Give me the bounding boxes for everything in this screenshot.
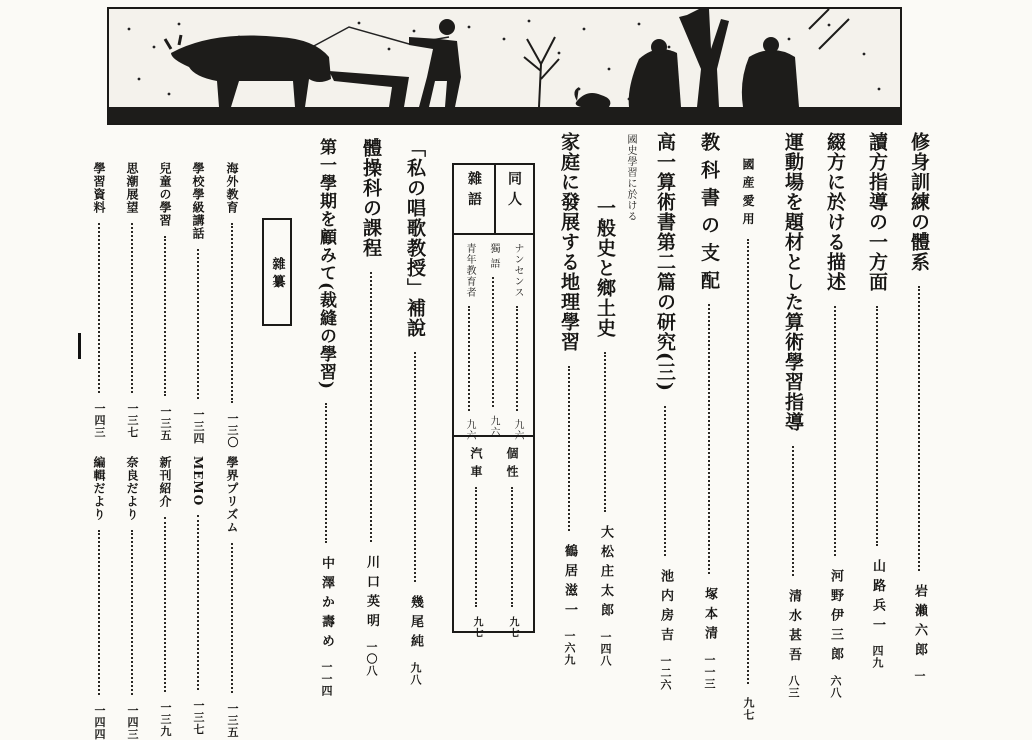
misc-item-page: 一四三: [93, 402, 106, 439]
misc-item[interactable]: [124, 456, 141, 740]
entry-author: 塚 本 清: [702, 587, 717, 641]
entry-title: 體操科の課程: [360, 138, 382, 258]
toc-entry[interactable]: [358, 138, 385, 718]
entry-title: 讀方指導の一方面: [866, 132, 888, 292]
leader-dots: [918, 286, 920, 571]
box-item[interactable]: [468, 447, 485, 639]
misc-item-title: MEMO: [191, 456, 205, 507]
leader-dots: [568, 366, 570, 531]
toc-entry[interactable]: [652, 132, 679, 717]
misc-item[interactable]: [190, 162, 207, 445]
entry-title: 教 科 書 の 支 配: [698, 132, 720, 291]
leader-dots: [197, 515, 199, 690]
entry-title: 修身訓練の體系: [908, 132, 930, 272]
entry-title: 一般史と鄉土史: [594, 198, 616, 338]
leader-dots: [664, 406, 666, 556]
entry-author: 河 野 伊 三 郎: [828, 569, 843, 662]
misc-item[interactable]: [190, 456, 206, 736]
box-divider: [454, 233, 533, 235]
misc-item-page: 一三五: [226, 702, 239, 739]
entry-page: 九七: [742, 696, 755, 721]
leader-dots: [231, 223, 233, 403]
misc-item-page: 一三九: [159, 701, 172, 738]
misc-item-page: 一三七: [192, 699, 205, 736]
entry-page: 一: [913, 670, 926, 683]
toc-entry[interactable]: [740, 158, 757, 721]
misc-item[interactable]: [157, 456, 174, 738]
entry-author: 池 内 房 吉: [658, 569, 673, 642]
entry-page: 八三: [787, 675, 800, 700]
entry-page: 九八: [409, 661, 422, 686]
box-item-title: 獨 語: [488, 243, 499, 270]
toc-entry[interactable]: [314, 138, 339, 718]
toc-entry[interactable]: [696, 132, 723, 717]
misc-item-title: 海外教育: [225, 162, 239, 214]
box-item-title: 青年教育者: [464, 243, 475, 298]
box-item-page: 九七: [507, 616, 518, 639]
entry-title: 運動場を題材とした算術學習指導: [782, 132, 804, 432]
entry-page: 一二六: [659, 655, 672, 692]
misc-item-title: 思潮展望: [125, 162, 139, 214]
entry-page: 一一三: [703, 654, 716, 691]
box-item-title: 汽 車: [469, 447, 483, 479]
box-item-page: 九六: [464, 419, 475, 442]
entry-author: 川 口 英 明: [364, 555, 379, 628]
box-item[interactable]: [462, 243, 477, 442]
misc-item[interactable]: [91, 456, 108, 740]
leader-dots: [414, 352, 416, 582]
misc-item-page: 一三七: [126, 402, 139, 439]
entry-author: 鶴 居 滋 一: [562, 544, 577, 617]
misc-item[interactable]: [124, 162, 141, 439]
misc-item-title: 編輯だより: [92, 456, 106, 521]
toc-entry[interactable]: [906, 132, 933, 717]
misc-item-page: 一四四: [93, 704, 106, 740]
leader-dots: [834, 306, 836, 556]
misc-item[interactable]: [157, 162, 174, 442]
leader-dots: [792, 446, 794, 576]
leader-dots: [492, 277, 494, 407]
entry-title: 第一學期を顧みて(裁縫の學習): [316, 138, 336, 391]
zatsu-section-label: 雜 纂: [262, 218, 292, 326]
entry-title: 國 産 愛 用: [741, 158, 755, 226]
leader-dots: [468, 306, 470, 411]
entry-page: 六八: [829, 674, 842, 699]
box-item-title: 個 性: [505, 447, 519, 479]
box-item-page: 九六: [488, 415, 499, 438]
misc-item-title: 學習資料: [92, 162, 106, 214]
leader-dots: [197, 249, 199, 399]
entry-title: 綴方に於ける描述: [824, 132, 846, 292]
box-item[interactable]: [510, 243, 525, 442]
leader-dots: [231, 543, 233, 693]
box-item[interactable]: [486, 243, 501, 438]
misc-item-title: 奈良だより: [125, 456, 139, 521]
entry-page: 一〇八: [365, 641, 378, 678]
misc-item[interactable]: [224, 162, 241, 449]
toc-entry[interactable]: [592, 198, 619, 718]
leader-dots: [98, 530, 100, 695]
entry-page: 一六九: [563, 630, 576, 667]
entry-author: 清 水 甚 吾: [786, 589, 801, 662]
box-item-page: 九六: [512, 419, 523, 442]
box-header-divider: [494, 165, 496, 235]
box-item-page: 九七: [471, 616, 482, 639]
entry-title: 高一算術書第二篇の研究(三): [654, 132, 676, 392]
misc-item-page: 一三四: [192, 408, 205, 445]
entry-author: 岩 瀨 六 郎: [912, 584, 927, 657]
entry-page: 一四八: [599, 630, 612, 667]
entry-prefix: 國史學習に於ける: [625, 134, 636, 222]
entry-author: 大 松 庄 太 郎: [598, 525, 613, 618]
leader-dots: [325, 403, 327, 543]
doujin-zatsugo-box: [452, 163, 535, 639]
entry-author: 山 路 兵 一: [870, 559, 885, 632]
toc-entry[interactable]: [822, 132, 849, 717]
leader-dots: [475, 487, 477, 607]
leader-dots: [604, 352, 606, 512]
misc-item-page: 一三五: [159, 405, 172, 442]
entry-title: 家庭に發展する地理學習: [558, 132, 580, 352]
box-header-right: 同 人: [506, 171, 522, 207]
misc-item-title: 學界プリズム: [225, 456, 239, 534]
header-illustration: [107, 7, 902, 125]
misc-item-page: 一三〇: [226, 412, 239, 449]
misc-item-title: 學校學級講話: [191, 162, 205, 240]
entry-author: 中 澤 か 壽 め: [319, 555, 334, 649]
entry-page: 一一四: [320, 660, 333, 697]
toc-entry[interactable]: [556, 132, 583, 717]
leader-dots: [164, 517, 166, 692]
leader-dots: [131, 223, 133, 393]
margin-mark: [78, 333, 81, 359]
entry-author: 幾 尾 純: [408, 595, 423, 649]
leader-dots: [876, 306, 878, 546]
leader-dots: [747, 239, 749, 684]
misc-item[interactable]: [91, 162, 108, 439]
misc-item-title: 兒童の學習: [158, 162, 172, 227]
leader-dots: [131, 530, 133, 695]
leader-dots: [708, 304, 710, 574]
box-header-left: 雜 語: [466, 171, 482, 207]
misc-item[interactable]: [224, 456, 241, 739]
misc-item-title: 新刊紹介: [158, 456, 172, 508]
ploughing-scene-illustration: [109, 9, 900, 123]
leader-dots: [511, 487, 513, 607]
leader-dots: [370, 272, 372, 542]
toc-entry[interactable]: [402, 138, 429, 718]
box-item[interactable]: [504, 447, 521, 639]
leader-dots: [98, 223, 100, 393]
entry-page: 四九: [871, 645, 884, 670]
leader-dots: [164, 236, 166, 396]
entry-title: 「私の唱歌教授」補說: [404, 138, 426, 338]
box-item-title: ナンセンス: [512, 243, 523, 298]
toc-entry[interactable]: [780, 132, 807, 717]
toc-entry[interactable]: [864, 132, 891, 717]
leader-dots: [516, 306, 518, 411]
misc-item-page: 一四三: [126, 704, 139, 740]
